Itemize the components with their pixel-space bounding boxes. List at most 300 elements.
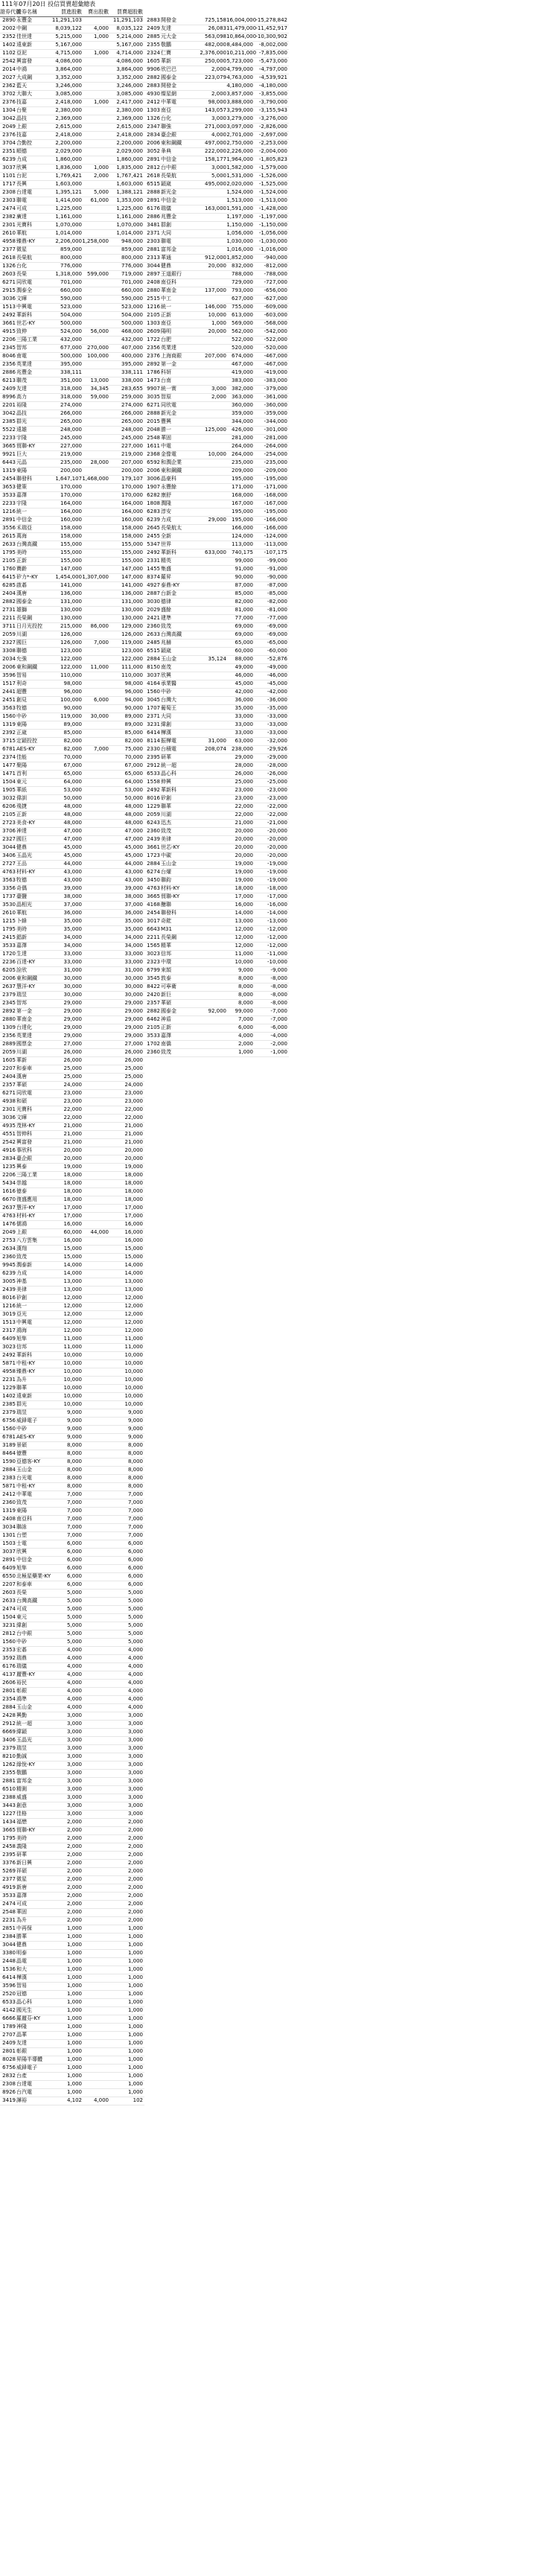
stock-code: 3706 [2, 828, 16, 834]
stock-code: 2887 [147, 590, 160, 596]
sell-shares: 12,000 [235, 943, 253, 949]
buy-shares: 266,000 [60, 410, 82, 416]
stock-code: 2303 [147, 238, 160, 244]
net-shares: 2,029,000 [116, 148, 143, 154]
net-shares: -166,000 [264, 517, 287, 523]
stock-name: 矽創 [161, 795, 171, 801]
stock-name: 羅麗芬-KY [16, 2015, 41, 2021]
buy-shares: 3,000 [66, 1802, 82, 1808]
buy-shares: 23,000 [63, 1098, 82, 1104]
stock-code: 8422 [147, 983, 160, 989]
net-shares: 9,000 [127, 1426, 143, 1432]
stock-code: 3231 [2, 1622, 16, 1628]
stock-name: 統一 [16, 1303, 27, 1309]
stock-code: 2048 [147, 427, 160, 433]
net-shares: 1,000 [127, 1925, 143, 1931]
sell-shares: 85,000 [235, 590, 253, 596]
buy-shares: 1,000 [66, 2007, 82, 2013]
net-shares: -23,000 [267, 787, 287, 793]
stock-code: 2454 [147, 910, 160, 916]
stock-code: 2211 [147, 934, 160, 940]
net-shares: -2,826,000 [258, 124, 287, 130]
net-shares: 35,000 [124, 926, 143, 932]
net-shares: 23,000 [124, 1090, 143, 1096]
net-shares: 23,000 [124, 1098, 143, 1104]
stock-code: 6213 [2, 377, 16, 383]
stock-name: 漢唐 [16, 590, 27, 596]
buy-shares: 25,000 [63, 1074, 82, 1080]
stock-code: 6669 [2, 1729, 16, 1735]
stock-name: 新日興 [16, 1860, 32, 1866]
stock-name: 臻鼎-KY [16, 238, 36, 244]
buy-shares: 22,000 [63, 1106, 82, 1112]
net-shares: 8,000 [127, 1475, 143, 1481]
buy-shares: 35,000 [63, 918, 82, 924]
net-shares: -8,000 [270, 1000, 287, 1006]
stock-name: 陽明 [161, 328, 171, 334]
stock-name: 王道銀行 [161, 271, 182, 277]
sell-shares: 599,000 [87, 271, 109, 277]
net-shares: 4,000 [127, 1688, 143, 1694]
stock-code: 4935 [2, 1123, 16, 1129]
stock-code: 2351 [2, 148, 16, 154]
sell-shares: 1,307,000 [82, 574, 109, 580]
net-shares: 2,000 [127, 1835, 143, 1841]
buy-shares: 2,000 [66, 1835, 82, 1841]
stock-name: 嘉澤 [16, 492, 27, 498]
net-shares: 701,000 [121, 279, 143, 285]
sell-shares: 77,000 [235, 615, 253, 621]
buy-shares: 5,000 [211, 173, 226, 179]
stock-name: AES-KY [16, 1434, 35, 1440]
net-shares: 21,000 [124, 1131, 143, 1137]
stock-name: 昇陽半導體 [16, 2056, 42, 2062]
buy-shares: 2,000 [66, 1860, 82, 1866]
buy-shares: 2,000 [66, 1852, 82, 1858]
stock-name: 燦星網 [161, 91, 176, 97]
stock-name: 全新 [161, 533, 171, 539]
stock-name: 錩新 [16, 934, 27, 940]
stock-name: 統一超 [161, 762, 176, 768]
buy-shares: 53,000 [63, 787, 82, 793]
stock-name: 長榮 [16, 271, 27, 277]
net-shares: -264,000 [264, 443, 287, 449]
net-shares: -1,579,000 [258, 165, 287, 170]
stock-name: 勝華 [16, 1933, 27, 1939]
buy-shares: 34,000 [63, 934, 82, 940]
net-shares: 20,000 [124, 1155, 143, 1161]
stock-code: 2211 [2, 615, 16, 621]
stock-code: 2409 [2, 386, 16, 392]
stock-name: 祥碩 [16, 1868, 27, 1874]
net-shares: -359,000 [264, 410, 287, 416]
stock-code: 1319 [2, 721, 16, 727]
table-row [0, 2097, 144, 2105]
stock-name: 南亞科 [161, 279, 176, 285]
net-shares: -11,000 [267, 951, 287, 957]
stock-code: 3037 [147, 672, 160, 678]
stock-name: 建準 [161, 615, 171, 621]
stock-name: 羅昇 [161, 574, 171, 580]
stock-code: 2360 [147, 828, 160, 834]
buy-shares: 5,000 [66, 1630, 82, 1636]
stock-name: 慧洋-KY [16, 1205, 36, 1211]
net-shares: 10,000 [124, 1401, 143, 1407]
stock-code: 1565 [147, 943, 160, 949]
net-shares: 1,603,000 [116, 181, 143, 187]
stock-code: 3023 [147, 951, 160, 957]
net-shares: -419,000 [264, 369, 287, 375]
stock-name: 來頡 [161, 967, 171, 973]
stock-name: 統一 [16, 508, 27, 514]
buy-shares: 47,000 [63, 828, 82, 834]
buy-shares: 33,000 [63, 951, 82, 957]
net-shares: 179,107 [121, 476, 143, 482]
stock-name: 長榮鋼 [16, 615, 32, 621]
buy-shares: 3,000 [66, 1786, 82, 1792]
sell-shares: 1,150,000 [226, 222, 253, 228]
stock-name: 文曄 [16, 296, 27, 302]
sell-shares: 166,000 [232, 525, 253, 531]
stock-name: 聯發科 [16, 476, 32, 482]
stock-name: 瑞儀 [16, 1663, 27, 1669]
stock-code: 1907 [147, 484, 160, 490]
buy-shares: 126,000 [60, 640, 82, 645]
buy-shares: 3,000 [66, 1737, 82, 1743]
stock-name: 臻鼎-KY [16, 1368, 36, 1374]
net-shares: -12,000 [267, 926, 287, 932]
buy-shares: 155,000 [60, 541, 82, 547]
stock-code: 2354 [2, 1696, 16, 1702]
stock-code: 1434 [2, 1819, 16, 1825]
stock-code: 2355 [147, 42, 160, 48]
stock-code: 2376 [2, 99, 16, 105]
stock-name: 聯德 [16, 648, 27, 654]
stock-code: 1303 [147, 107, 160, 113]
buy-shares: 2,000 [66, 1827, 82, 1833]
stock-code: 4137 [2, 1671, 16, 1677]
stock-name: 華通 [161, 255, 171, 261]
stock-code: 2409 [147, 25, 160, 31]
net-shares: 1,000 [127, 2007, 143, 2013]
stock-name: 上銀 [16, 1229, 27, 1235]
stock-code: 6666 [2, 2015, 16, 2021]
stock-name: 佳能 [16, 754, 27, 760]
buy-shares: 3,864,000 [55, 66, 82, 72]
stock-name: 士電 [16, 1540, 27, 1546]
buy-shares: 10,000 [63, 1360, 82, 1366]
stock-code: 4919 [2, 1884, 16, 1890]
stock-code: 3556 [2, 525, 16, 531]
net-shares: -5,473,000 [258, 58, 287, 64]
net-shares: -20,000 [267, 836, 287, 842]
net-shares: 4,000 [127, 1671, 143, 1677]
stock-name: 玉山金 [161, 656, 176, 662]
sell-shares: 209,000 [232, 468, 253, 474]
net-shares: 70,000 [124, 754, 143, 760]
buy-shares: 82,000 [63, 746, 82, 752]
stock-code: 2912 [2, 1721, 16, 1727]
sell-shares: 33,000 [235, 713, 253, 719]
buy-shares: 8,000 [66, 1458, 82, 1464]
stock-code: 2618 [147, 173, 160, 179]
net-shares: -60,000 [267, 648, 287, 654]
buy-shares: 2,418,000 [55, 132, 82, 138]
buy-shares: 500,000 [60, 320, 82, 326]
stock-code: 1235 [2, 1164, 16, 1170]
buy-shares: 3,000 [66, 1770, 82, 1776]
stock-code: 3533 [2, 492, 16, 498]
net-shares: 96,000 [124, 689, 143, 695]
net-shares: 8,000 [127, 1467, 143, 1473]
sell-shares: 12,000 [235, 934, 253, 940]
stock-code: 6271 [147, 402, 160, 408]
stock-name: 材料-KY [16, 1213, 36, 1219]
net-shares: 8,035,122 [116, 25, 143, 31]
sell-shares: 281,000 [232, 435, 253, 441]
stock-code: 2324 [147, 50, 160, 56]
net-shares: 1,225,000 [116, 205, 143, 211]
stock-name: 超豐 [16, 689, 27, 695]
buy-shares: 6,000 [66, 1581, 82, 1587]
net-shares: 3,000 [127, 1729, 143, 1735]
stock-name: 利奇 [16, 680, 27, 686]
buy-shares: 1,769,421 [55, 173, 82, 179]
stock-name: 和泰車 [16, 1581, 32, 1587]
net-shares: 82,000 [124, 738, 143, 744]
stock-code: 6271 [2, 1090, 16, 1096]
stock-name: 緯穎 [16, 1729, 27, 1735]
stock-code: 1402 [2, 42, 16, 48]
stock-code: 4938 [2, 1098, 16, 1104]
stock-name: 亞泥 [16, 50, 27, 56]
stock-code: 6781 [2, 1434, 16, 1440]
stock-code: 1319 [2, 1508, 16, 1514]
net-shares: 1,000 [127, 1950, 143, 1956]
net-shares: -812,000 [264, 263, 287, 269]
sell-shares: 1,468,000 [82, 476, 109, 482]
stock-code: 2812 [147, 165, 160, 170]
buy-shares: 38,000 [63, 893, 82, 899]
net-shares: 2,380,000 [116, 107, 143, 113]
buy-shares: 677,000 [60, 345, 82, 351]
stock-name: 台達電 [16, 2081, 32, 2087]
net-shares: 1,161,000 [116, 214, 143, 220]
stock-name: 彰銀 [16, 2048, 27, 2054]
stock-name: 聯詠 [16, 1524, 27, 1530]
net-shares: 15,000 [124, 1254, 143, 1260]
stock-name: 聯鈞 [161, 877, 171, 883]
buy-shares: 7,000 [66, 1491, 82, 1497]
sell-shares: 4,000 [93, 2097, 109, 2103]
stock-name: 嘉澤 [161, 1033, 171, 1039]
sell-shares: 755,000 [232, 304, 253, 310]
net-shares: 155,000 [121, 549, 143, 555]
sell-shares: 627,000 [232, 296, 253, 302]
stock-name: 承業醫 [161, 680, 176, 686]
net-shares: -166,000 [264, 525, 287, 531]
buy-shares: 250,000 [205, 58, 226, 64]
stock-name: 聯強 [161, 124, 171, 130]
stock-code: 2492 [2, 312, 16, 318]
sell-shares: 740,175 [232, 549, 253, 555]
buy-shares: 3,246,000 [55, 83, 82, 89]
net-shares: -45,000 [267, 680, 287, 686]
stock-code: 3036 [2, 296, 16, 302]
net-shares: 14,000 [124, 1262, 143, 1268]
stock-code: 1611 [147, 443, 160, 449]
stock-name: 國票金 [16, 1041, 32, 1047]
stock-name: 事欣科 [16, 1147, 32, 1153]
net-shares: 64,000 [124, 779, 143, 785]
sell-shares: 1,000 [93, 50, 109, 56]
stock-name: 世界 [161, 541, 171, 547]
stock-code: 2834 [2, 1155, 16, 1161]
stock-code: 9907 [147, 386, 160, 392]
net-shares: 1,860,000 [116, 156, 143, 162]
stock-code: 2376 [2, 132, 16, 138]
stock-code: 2412 [2, 1491, 16, 1497]
stock-code: 2236 [2, 959, 16, 965]
sell-shares: 13,000 [90, 377, 109, 383]
stock-code: 2015 [147, 418, 160, 424]
stock-name: 群光 [16, 418, 27, 424]
buy-shares: 22,000 [63, 1115, 82, 1120]
stock-code: 2633 [147, 631, 160, 637]
stock-name: 材料-KY [161, 885, 180, 891]
stock-code: 2412 [147, 99, 160, 105]
net-shares: 21,000 [124, 1139, 143, 1145]
stock-name: 豐興 [161, 418, 171, 424]
stock-code: 2353 [2, 1647, 16, 1653]
stock-code: 3661 [147, 844, 160, 850]
stock-code: 6283 [147, 508, 160, 514]
stock-code: 1590 [2, 1458, 16, 1464]
net-shares: 47,000 [124, 836, 143, 842]
net-shares: 1,000 [127, 1942, 143, 1948]
stock-name: 大聯大 [16, 91, 32, 97]
stock-name: 詮欣 [16, 967, 27, 973]
sell-shares: 20,000 [235, 852, 253, 858]
stock-name: 科妍 [161, 369, 171, 375]
buy-shares: 1,070,000 [55, 222, 82, 228]
stock-code: 3419 [2, 2097, 16, 2103]
stock-code: 2105 [2, 558, 16, 564]
net-shares: 98,000 [124, 680, 143, 686]
stock-name: 致茂 [161, 623, 171, 629]
stock-code: 1227 [2, 1811, 16, 1817]
net-shares: 9,000 [127, 1409, 143, 1415]
stock-code: 3596 [2, 672, 16, 678]
stock-code: 2376 [147, 353, 160, 359]
stock-name: 致茂 [161, 828, 171, 834]
stock-name: 譁裕 [16, 2097, 27, 2103]
buy-shares: 3,000 [66, 1794, 82, 1800]
stock-code: 3052 [147, 148, 160, 154]
stock-name: 富邦金 [16, 1778, 32, 1784]
buy-shares: 2,000 [66, 1893, 82, 1898]
stock-name: 中租-KY [16, 1483, 36, 1489]
stock-code: 2880 [2, 1016, 16, 1022]
stock-name: 中鋼 [16, 25, 27, 31]
buy-shares: 3,000 [66, 1811, 82, 1817]
stock-name: 卜蜂 [16, 918, 27, 924]
net-shares: -520,000 [264, 345, 287, 351]
net-shares: 48,000 [124, 812, 143, 817]
buy-shares: 4,000 [66, 1688, 82, 1694]
stock-code: 3545 [147, 975, 160, 981]
net-shares: 11,000 [124, 1336, 143, 1342]
net-shares: 6,000 [127, 1573, 143, 1579]
sell-shares: 99,000 [235, 558, 253, 564]
buy-shares: 3,085,000 [55, 91, 82, 97]
stock-code: 2362 [2, 83, 16, 89]
stock-code: 3044 [2, 1942, 16, 1948]
stock-name: 台聚 [16, 107, 27, 113]
net-shares: -20,000 [267, 844, 287, 850]
net-shares: 164,000 [121, 500, 143, 506]
net-shares: 22,000 [124, 1115, 143, 1120]
buy-shares: 1,454,000 [55, 574, 82, 580]
sell-shares: 2,020,000 [226, 181, 253, 187]
net-shares: -81,000 [267, 607, 287, 613]
stock-code: 6271 [2, 279, 16, 285]
stock-code: 2392 [2, 730, 16, 736]
stock-code: 6550 [2, 1573, 16, 1579]
net-shares: 1,000 [127, 2040, 143, 2046]
stock-name: 瑞昱 [16, 1745, 27, 1751]
stock-name: 晶技 [16, 410, 27, 416]
buy-shares: 1,000 [66, 1983, 82, 1989]
stock-code: 6239 [2, 156, 16, 162]
stock-code: 3450 [147, 877, 160, 883]
stock-name: 神達 [16, 828, 27, 834]
stock-code: 3563 [2, 877, 16, 883]
stock-name: 中華電 [161, 99, 176, 105]
net-shares: -1,197,000 [258, 214, 287, 220]
stock-code: 5871 [2, 1360, 16, 1366]
stock-name: 貿聯-KY [161, 893, 180, 899]
net-shares: -254,000 [264, 451, 287, 457]
stock-code: 2368 [147, 451, 160, 457]
stock-code: 8374 [147, 574, 160, 580]
stock-name: 南僑 [161, 1041, 171, 1047]
stock-name: 技嘉 [16, 132, 27, 138]
net-shares: 16,000 [124, 1221, 143, 1227]
stock-name: 旭隼 [16, 1565, 27, 1571]
stock-name: 威鋒電子 [16, 2065, 37, 2070]
buy-shares: 2,000 [211, 394, 226, 400]
stock-code: 2451 [2, 697, 16, 703]
buy-shares: 660,000 [60, 287, 82, 293]
header-row-left [0, 8, 144, 16]
net-shares: 6,000 [127, 1581, 143, 1587]
stock-code: 2892 [2, 1008, 16, 1014]
stock-name: 三陽工業 [16, 337, 37, 342]
stock-name: 嘉澤 [16, 943, 27, 949]
net-shares: 776,000 [121, 263, 143, 269]
stock-code: 5347 [147, 541, 160, 547]
stock-code: 4930 [147, 91, 160, 97]
stock-name: 文曄 [16, 1115, 27, 1120]
stock-code: 8210 [2, 1753, 16, 1759]
buy-shares: 9,000 [66, 1426, 82, 1432]
net-shares: -21,000 [267, 820, 287, 826]
stock-name: 南茂 [161, 664, 171, 670]
stock-name: 迅杰 [161, 820, 171, 826]
stock-name: 長興 [16, 181, 27, 187]
net-shares: -29,000 [267, 754, 287, 760]
